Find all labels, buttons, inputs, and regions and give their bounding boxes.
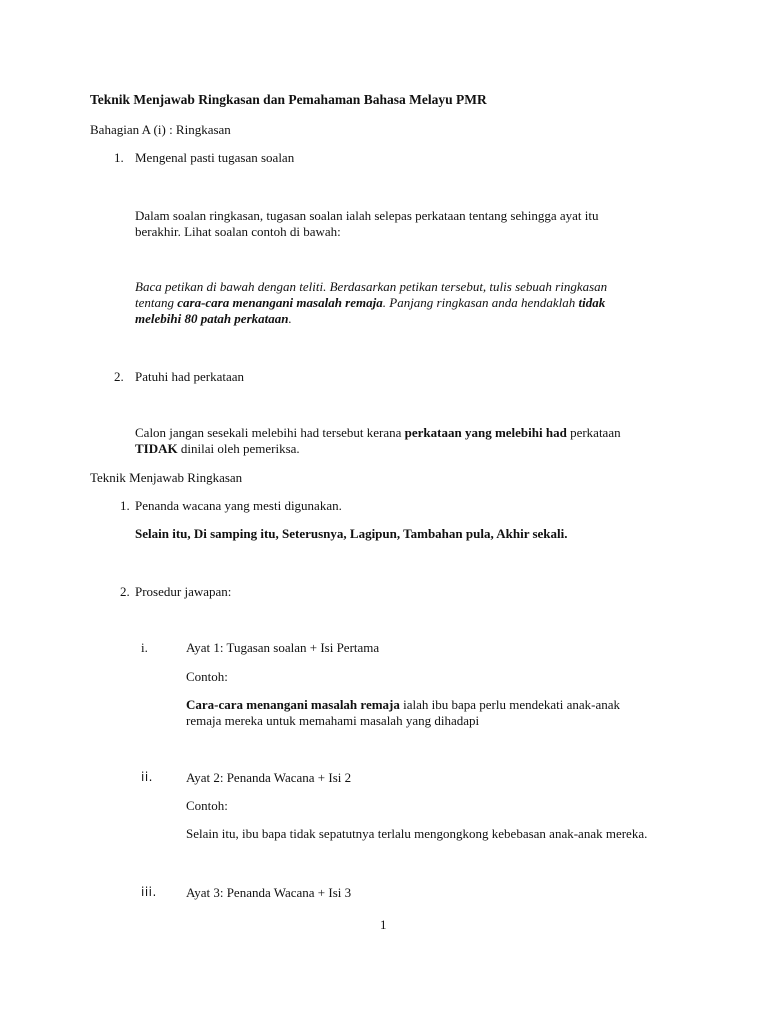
step-marker: iii.: [141, 885, 157, 899]
example-label: Contoh:: [186, 798, 228, 813]
text-run: Calon jangan sesekali melebihi had tersebut kerana: [135, 425, 405, 440]
list-item: Mengenal pasti tugasan soalan: [135, 150, 295, 165]
text-run: dinilai oleh pemeriksa.: [177, 441, 300, 456]
example-line: Selain itu, ibu bapa tidak sepatutnya terlalu mengongkong kebebasan anak-anak mereka.: [186, 826, 648, 841]
text-run: .: [288, 311, 292, 326]
list-marker: 2.: [114, 369, 124, 384]
list-item: Patuhi had perkataan: [135, 369, 245, 384]
section-heading-a: Bahagian A (i) : Ringkasan: [90, 122, 231, 137]
example-line: [186, 697, 620, 713]
example-line: remaja mereka untuk memahami masalah yang dihadapi: [186, 713, 480, 728]
paragraph-line: berakhir. Lihat soalan contoh di bawah:: [135, 224, 341, 239]
list-item: Prosedur jawapan:: [135, 584, 232, 599]
text-run: . Panjang ringkasan anda hendaklah: [382, 295, 579, 310]
section-heading-b: Teknik Menjawab Ringkasan: [90, 470, 243, 485]
discourse-markers: Selain itu, Di samping itu, Seterusnya, Lagipun, Tambahan pula, Akhir sekali.: [135, 526, 568, 541]
step-marker: i.: [141, 640, 148, 655]
text-run: ialah ibu bapa perlu mendekati anak-anak: [399, 697, 621, 712]
list-marker: 2.: [120, 584, 130, 599]
example-question-line: Baca petikan di bawah dengan teliti. Berdasarkan petikan tersebut, tulis sebuah ringkasan: [135, 279, 608, 294]
list-marker: 1.: [114, 150, 124, 165]
emphasis-text: TIDAK: [135, 441, 178, 456]
example-label: Contoh:: [186, 669, 228, 684]
step-heading: Ayat 2: Penanda Wacana + Isi 2: [186, 770, 352, 785]
list-marker: 1.: [120, 498, 130, 513]
list-item: Penanda wacana yang mesti digunakan.: [135, 498, 342, 513]
paragraph-line: [135, 425, 621, 441]
page-number: 1: [380, 917, 387, 932]
emphasis-text: Cara-cara menangani masalah remaja: [186, 697, 400, 712]
step-marker: ii.: [141, 770, 153, 784]
paragraph-line: [135, 441, 300, 457]
emphasis-text: perkataan yang melebihi had: [404, 425, 567, 440]
paragraph-line: Dalam soalan ringkasan, tugasan soalan ialah selepas perkataan tentang sehingga ayat itu: [135, 208, 599, 223]
emphasis-text: cara-cara menangani masalah remaja: [177, 295, 383, 310]
text-run: perkataan: [566, 425, 621, 440]
emphasis-text: melebihi 80 patah perkataan: [135, 311, 289, 326]
emphasis-text: tidak: [578, 295, 606, 310]
step-heading: Ayat 3: Penanda Wacana + Isi 3: [186, 885, 352, 900]
example-question-line: [135, 311, 292, 327]
text-run: tentang: [135, 295, 178, 310]
step-heading: Ayat 1: Tugasan soalan + Isi Pertama: [186, 640, 380, 655]
example-question-line: [135, 295, 605, 311]
document-title: Teknik Menjawab Ringkasan dan Pemahaman Bahasa Melayu PMR: [90, 92, 487, 107]
